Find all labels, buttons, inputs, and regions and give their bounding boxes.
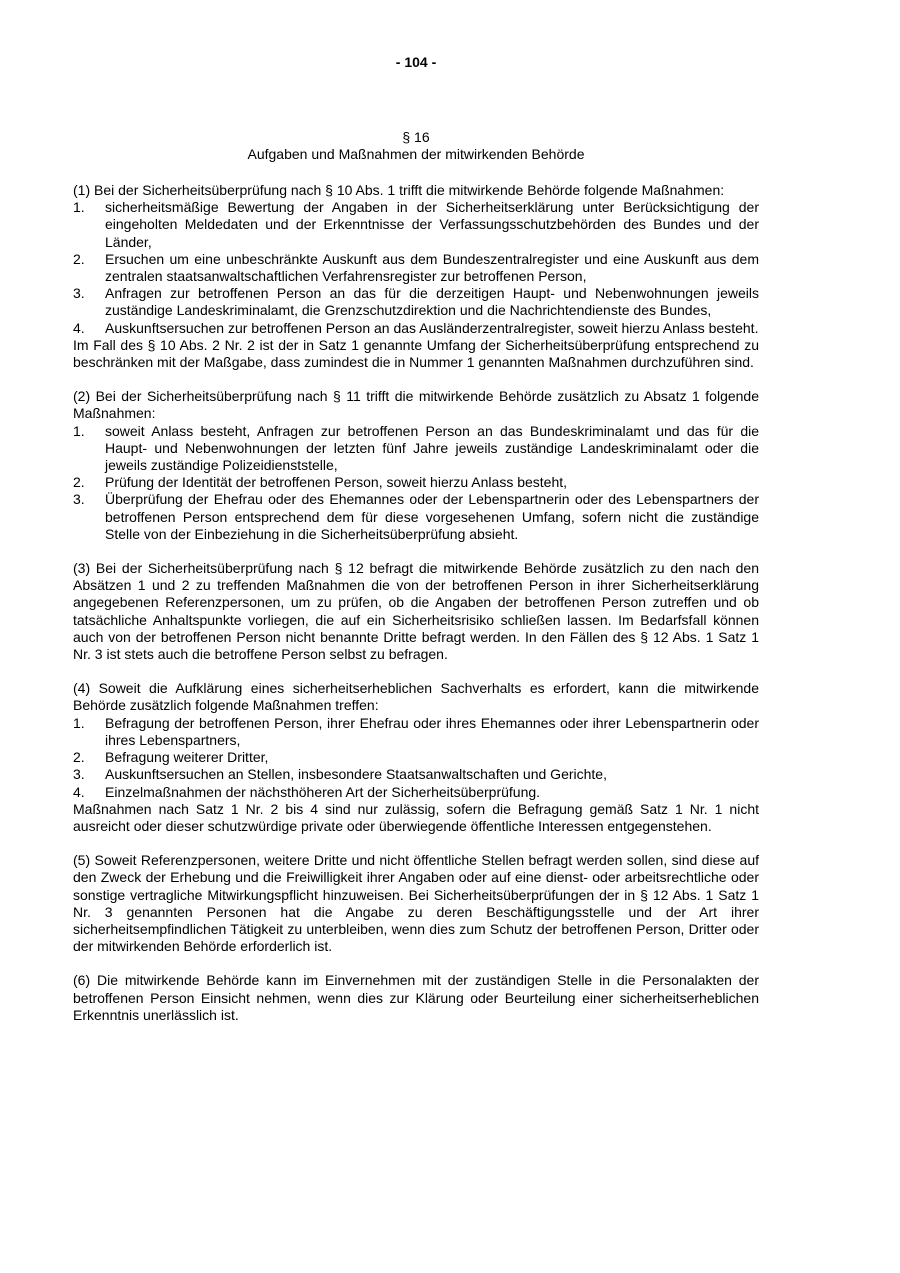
subsection-2 [73,388,759,543]
list-item [73,251,759,285]
list-item-text: Ersuchen um eine unbeschränkte Auskunft aus dem Bundeszentralregister und eine Auskunft aus dem zentralen staatsanwaltschaftlichen Verfahrensregister zur betroffenen Person, [105,250,759,285]
list-item [73,491,759,543]
subsection-outro: Maßnahmen nach Satz 1 Nr. 2 bis 4 sind nur zulässig, sofern die Befragung gemäß Satz 1 Nr. 1 nicht ausreicht oder dieser schutzwürdige private oder überwiegende öffentliche Interessen entgegenstehen. [73,800,759,834]
enumerated-list [73,423,759,543]
list-item-number: 3. [73,766,85,783]
enumerated-list [73,199,759,337]
page-number: - 104 - [395,54,437,70]
list-item [73,766,759,783]
list-item-number: 1. [73,714,85,731]
subsection-1 [73,182,759,371]
subsection-outro: Im Fall des § 10 Abs. 2 Nr. 2 ist der in Satz 1 genannte Umfang der Sicherheitsüberprüfung entsprechend zu beschränken mit der Maßgabe, dass zumindest die in Nummer 1 genannten Maßnahmen durchzuführen sind. [73,336,759,371]
list-item [73,715,759,749]
list-item [73,423,759,475]
list-item [73,749,759,766]
list-item-text: Überprüfung der Ehefrau oder des Ehemannes oder der Lebenspartnerin oder des Lebenspartners der betroffenen Person entsprechend dem für diese vorgesehenen Umfang, sofern nicht die zuständige Stelle von der Einbeziehung in die Sicherheitsüberprüfung absieht. [105,491,759,542]
subsection-5 [73,852,759,955]
list-item-text: Prüfung der Identität der betroffenen Person, soweit hierzu Anlass besteht, [105,474,568,491]
list-item-number: 2. [73,474,85,491]
subsection-text: (3) Bei der Sicherheitsüberprüfung nach § 12 befragt die mitwirkende Behörde zusätzlich zu den nach den Absätzen 1 und 2 zu treffenden Maßnahmen die von der betroffenen Person in ihrer Sicherheitserklärung angegebenen Referenzpersonen, um zu prüfen, ob die Angaben der betroffenen Person zutreffen und ob tatsächliche Anhaltspunkte vorliegen, die auf ein Sicherheitsrisiko schließen lassen. Im Bedarfsfall können auch von der betroffenen Person nicht benannte Dritte befragt werden. In den Fällen des § 12 Abs. 1 Satz 1 Nr. 3 ist stets auch die betroffene Person selbst zu befragen. [73,560,759,663]
list-item-number: 3. [73,285,85,302]
list-item-number: 2. [73,749,85,766]
subsection-6 [73,972,759,1024]
list-item-number: 3. [73,491,85,508]
list-item-number: 4. [73,319,85,336]
subsection-4 [73,680,759,835]
subsection-3 [73,560,759,663]
list-item-text: Befragung weiterer Dritter, [105,749,269,766]
list-item-text: Einzelmaßnahmen der nächsthöheren Art der Sicherheitsüberprüfung. [105,783,541,800]
enumerated-list [73,715,759,801]
document-body [73,182,759,1041]
list-item-text: Befragung der betroffenen Person, ihrer Ehefrau oder ihres Ehemannes oder ihrer Lebenspartnerin oder ihres Lebenspartners, [105,714,759,748]
subsection-text: (5) Soweit Referenzpersonen, weitere Dritte und nicht öffentliche Stellen befragt werden sollen, sind diese auf den Zweck der Erhebung und die Freiwilligkeit ihrer Angaben oder auf eine dienst- oder arbeitsrechtliche oder sonstige vertragliche Mitwirkungspflicht hinzuweisen. Bei Sicherheitsüberprüfungen der in § 12 Abs. 1 Satz 1 Nr. 3 genannten Personen hat die Angabe zu deren Beschäftigungsstelle und der Art ihrer sicherheitsempfindlichen Tätigkeit zu unterbleiben, wenn dies zum Schutz der betroffenen Person, Dritter oder der mitwirkenden Behörde erforderlich ist. [73,852,759,955]
list-item-text: Anfragen zur betroffenen Person an das für die derzeitigen Haupt- und Nebenwohnungen jeweils zuständige Landeskriminalamt, die Grenzschutzdirektion und die Nachrichtendienste des Bundes, [105,285,759,319]
paragraph-title: Aufgaben und Maßnahmen der mitwirkenden Behörde [247,146,585,163]
list-item-text: soweit Anlass besteht, Anfragen zur betroffenen Person an das Bundeskriminalamt und das für die Haupt- und Nebenwohnungen der letzten fünf Jahre jeweils zuständige Landeskriminalamt oder die jeweils zuständige Polizeidienststelle, [105,422,759,474]
subsection-intro: (2) Bei der Sicherheitsüberprüfung nach § 11 trifft die mitwirkende Behörde zusätzlich zu Absatz 1 folgende Maßnahmen: [73,388,759,422]
list-item-number: 1. [73,199,85,216]
list-item-text: sicherheitsmäßige Bewertung der Angaben in der Sicherheitserklärung unter Berücksichtigung der eingeholten Meldedaten und der Erkenntnisse der Verfassungsschutzbehörden des Bundes und der Länder, [105,199,759,250]
list-item [73,784,759,801]
list-item [73,474,759,491]
subsection-intro: (1) Bei der Sicherheitsüberprüfung nach § 10 Abs. 1 trifft die mitwirkende Behörde folgende Maßnahmen: [73,182,725,198]
list-item [73,199,759,251]
list-item [73,320,759,337]
list-item-number: 1. [73,422,85,439]
list-item-number: 4. [73,783,85,800]
list-item-text: Auskunftsersuchen zur betroffenen Person an das Ausländerzentralregister, soweit hierzu Anlass besteht. [105,319,759,336]
subsection-intro: (4) Soweit die Aufklärung eines sicherheitserheblichen Sachverhalts es erfordert, kann die mitwirkende Behörde zusätzlich folgende Maßnahmen treffen: [73,680,759,714]
list-item-text: Auskunftsersuchen an Stellen, insbesondere Staatsanwaltschaften und Gerichte, [105,766,607,783]
list-item-number: 2. [73,250,85,267]
subsection-text: (6) Die mitwirkende Behörde kann im Einvernehmen mit der zuständigen Stelle in die Personalakten der betroffenen Person Einsicht nehmen, wenn dies zur Klärung oder Beurteilung einer sicherheitserheblichen Erkenntnis unerlässlich ist. [73,972,759,1023]
section-heading [73,129,759,163]
paragraph-number: § 16 [402,129,430,145]
list-item [73,285,759,319]
